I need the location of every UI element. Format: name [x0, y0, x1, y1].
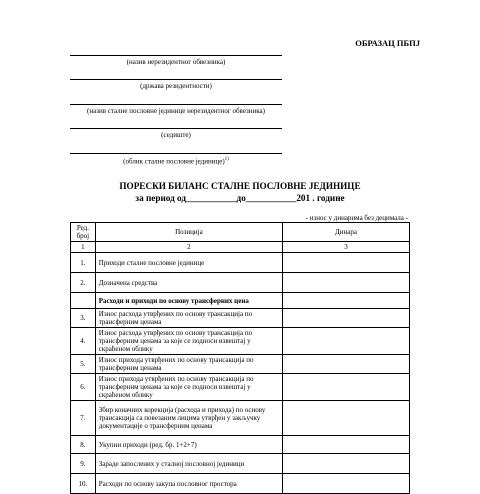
row-position-text: Износ прихода утврђених по основу трансакција по трансферним ценама за које се подноси извештај у скраћеном облику — [95, 374, 282, 401]
document-title: ПОРЕСКИ БИЛАНС СТАЛНЕ ПОСЛОВНЕ ЈЕДИНИЦЕ — [119, 181, 361, 191]
period-line: за период од___________до___________201 . године — [135, 193, 345, 203]
footnote-marker: 1) — [224, 157, 229, 162]
row-position-text: Дозначена средства — [95, 273, 282, 293]
table-row — [71, 253, 410, 273]
column-number-2: 2 — [95, 242, 282, 253]
table-row — [71, 454, 410, 474]
tax-balance-table — [70, 222, 410, 494]
amount-input-cell[interactable] — [283, 436, 410, 454]
row-position-text: Зараде запослених у сталној пословној јединици — [95, 454, 282, 474]
amount-input-cell[interactable] — [283, 328, 410, 355]
residence-state-line — [70, 79, 282, 80]
amount-input-cell[interactable] — [283, 374, 410, 401]
row-position-text: Износ расхода утврђених по основу трансакција по трансферним ценама за које се подноси извештај у скраћеном облику — [95, 328, 282, 355]
row-number: 9. — [71, 454, 96, 474]
row-position-text: Укупни приходи (ред. бр. 1+2+7) — [95, 436, 282, 454]
table-body — [71, 253, 410, 494]
amount-input-cell[interactable] — [283, 355, 410, 374]
row-number — [71, 293, 96, 309]
table-row — [71, 328, 410, 355]
form-code: ОБРАЗАЦ ПБПЈ — [355, 38, 420, 48]
row-number: 5. — [71, 355, 96, 374]
amount-note: - износ у динарима без децимала - — [305, 214, 408, 222]
amount-input-cell[interactable] — [283, 273, 410, 293]
row-number: 2. — [71, 273, 96, 293]
row-number: 4. — [71, 328, 96, 355]
row-position-text: Расходи и приходи по основу трансферних цена — [95, 293, 282, 309]
amount-input-cell[interactable] — [283, 474, 410, 494]
row-number: 10. — [71, 474, 96, 494]
amount-input-cell[interactable] — [283, 454, 410, 474]
header-amount: Динара — [283, 223, 410, 242]
seat-label: (седиште) — [161, 131, 191, 139]
amount-input-cell[interactable] — [283, 293, 410, 309]
seat-line — [70, 128, 282, 129]
table-row — [71, 474, 410, 494]
header-position: Позиција — [95, 223, 282, 242]
table-row — [71, 273, 410, 293]
unit-form-label: (облик сталне пословне јединице)$^{1)}$ — [123, 157, 229, 166]
unit-name-label: (назив сталне пословне јединице нерезидентног обвезника) — [87, 107, 265, 115]
row-number: 7. — [71, 401, 96, 436]
amount-input-cell[interactable] — [283, 401, 410, 436]
table-row — [71, 374, 410, 401]
table-row — [71, 309, 410, 328]
amount-input-cell[interactable] — [283, 309, 410, 328]
row-number: 3. — [71, 309, 96, 328]
taxpayer-name-line — [70, 55, 282, 56]
amount-input-cell[interactable] — [283, 253, 410, 273]
residence-state-label: (држава резидентности) — [140, 82, 212, 90]
column-number-1: 1 — [71, 242, 96, 253]
column-number-3: 3 — [283, 242, 410, 253]
row-position-text: Износ прихода утврђених по основу трансакција по трансферним ценама — [95, 355, 282, 374]
unit-form-line — [70, 153, 282, 154]
row-position-text: Расходи по основу закупа пословног простора — [95, 474, 282, 494]
table-row — [71, 293, 410, 309]
row-position-text: Приходи сталне пословне јединице — [95, 253, 282, 273]
row-position-text: Збир коначних корекција (расхода и прихода) по основу трансакција са повезаним лицима утврђен у закључку документације о трансферним ценама — [95, 401, 282, 436]
unit-name-line — [70, 104, 282, 105]
row-number: 6. — [71, 374, 96, 401]
row-position-text: Износ расхода утврђених по основу трансакција по трансферним ценама — [95, 309, 282, 328]
taxpayer-name-label: (назив нерезидентног обвезника) — [126, 58, 226, 66]
table-row — [71, 401, 410, 436]
header-row-number: Ред. број — [71, 223, 96, 242]
table-row — [71, 436, 410, 454]
row-number: 1. — [71, 253, 96, 273]
table-row — [71, 355, 410, 374]
row-number: 8. — [71, 436, 96, 454]
